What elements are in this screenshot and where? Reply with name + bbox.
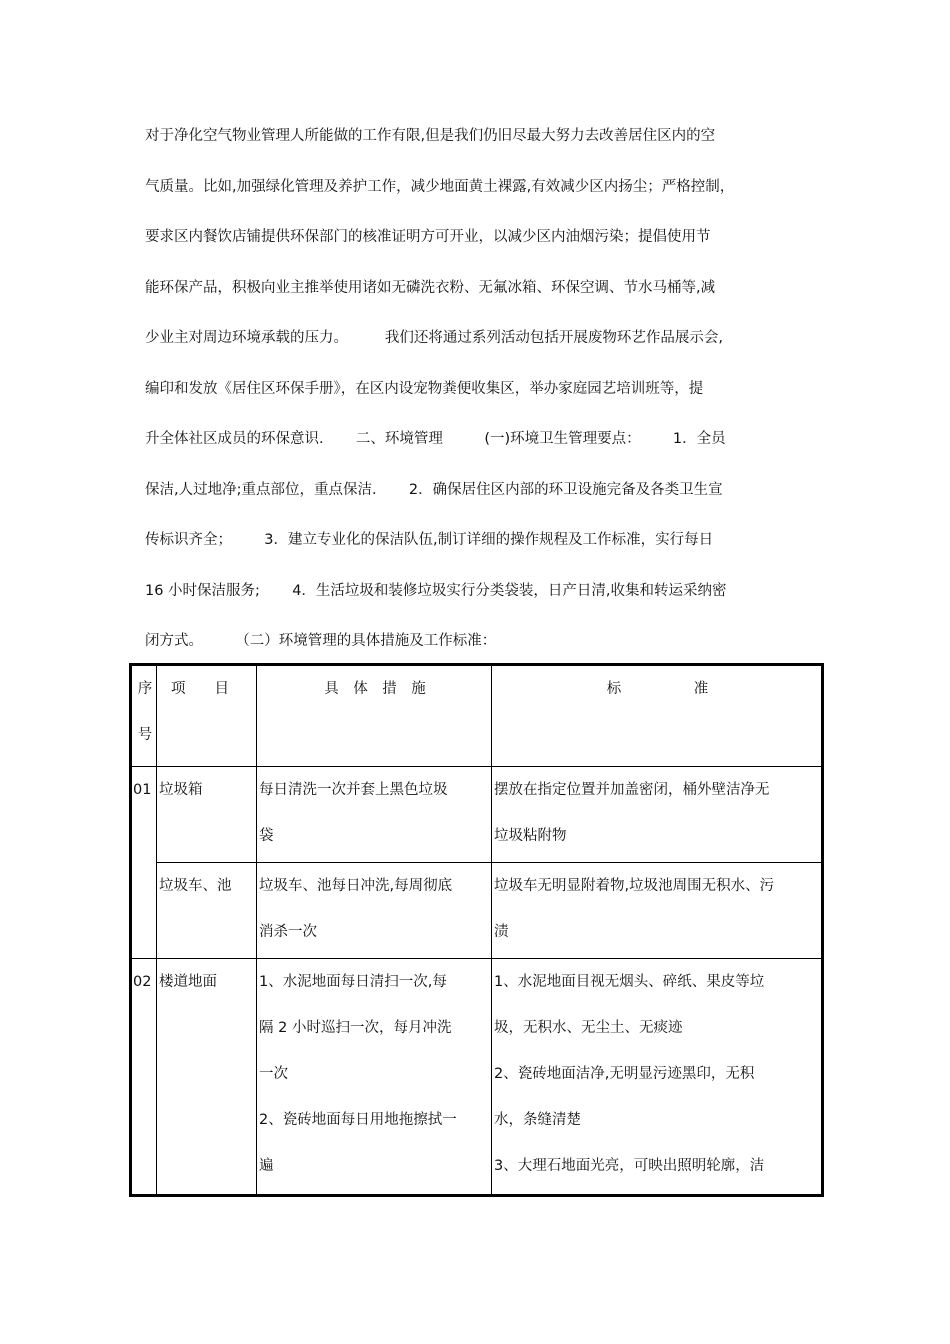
row-item: 垃圾车、池 bbox=[157, 863, 257, 959]
text-line: 编印和发放《居住区环保手册》，在区内设宠物粪便收集区，举办家庭园艺培训班等，提 bbox=[145, 380, 704, 397]
row-standard: 垃圾车无明显附着物,垃圾池周围无积水、污 渍 bbox=[492, 863, 823, 959]
text-line: 气质量。比如,加强绿化管理及养护工作，减少地面黄土裸露,有效减少区内扬尘；严格控制， bbox=[145, 178, 735, 195]
text-line: 少业主对周边环境承载的压力。 我们还将通过系列活动包括开展废物环艺作品展示会, bbox=[145, 330, 723, 346]
text-line: 升全体社区成员的环保意识. 二、环境管理 (一)环境卫生管理要点： 1．全员 bbox=[145, 431, 726, 447]
table-row bbox=[131, 767, 823, 863]
row-standard: 1、水泥地面目视无烟头、碎纸、果皮等垃 圾，无积水、无尘土、无痰迹 2、瓷砖地面洁净,无明显污迹黑印，无积 水，条缝清楚 3、大理石地面光亮，可映出照明轮廓，洁 bbox=[492, 959, 823, 1196]
text-line: 能环保产品，积极向业主推举使用诸如无磷洗衣粉、无氟冰箱、环保空调、节水马桶等,减 bbox=[145, 279, 716, 296]
text-line: 闭方式。 （二）环境管理的具体措施及工作标准： bbox=[145, 633, 497, 649]
text-line: 要求区内餐饮店铺提供环保部门的核准证明方可开业，以减少区内油烟污染；提倡使用节 bbox=[145, 229, 711, 245]
row-measures: 垃圾车、池每日冲洗,每周彻底 消杀一次 bbox=[257, 863, 492, 959]
row-standard: 摆放在指定位置并加盖密闭，桶外壁洁净无 垃圾粘附物 bbox=[492, 767, 823, 863]
header-item: 项 目 bbox=[157, 665, 257, 767]
table-row bbox=[131, 863, 823, 959]
row-measures: 1、水泥地面每日清扫一次,每 隔 2 小时巡扫一次，每月冲洗 一次 2、瓷砖地面每日用地拖擦拭一 遍 bbox=[257, 959, 492, 1196]
text-line: 对于净化空气物业管理人所能做的工作有限,但是我们仍旧尽最大努力去改善居住区内的空 bbox=[145, 128, 716, 144]
header-standard: 标 准 bbox=[492, 665, 823, 767]
row-no: 01 bbox=[131, 767, 157, 959]
header-measures: 具 体 措 施 bbox=[257, 665, 492, 767]
row-measures: 每日清洗一次并套上黑色垃圾 袋 bbox=[257, 767, 492, 863]
body-paragraph bbox=[145, 118, 825, 674]
standards-table bbox=[129, 663, 824, 1197]
row-item: 楼道地面 bbox=[157, 959, 257, 1196]
text-line: 保洁,人过地净;重点部位，重点保洁. 2．确保居住区内部的环卫设施完备及各类卫生宣 bbox=[145, 481, 723, 498]
text-line: 传标识齐全； 3．建立专业化的保洁队伍,制订详细的操作规程及工作标准，实行每日 bbox=[145, 532, 714, 548]
row-item: 垃圾箱 bbox=[157, 767, 257, 863]
table-row bbox=[131, 959, 823, 1196]
header-no: 序 号 bbox=[131, 665, 157, 767]
table-header-row bbox=[131, 665, 823, 767]
text-line: 16 小时保洁服务; 4．生活垃圾和装修垃圾实行分类袋装，日产日清,收集和转运采纳密 bbox=[145, 582, 727, 599]
row-no: 02 bbox=[131, 959, 157, 1196]
